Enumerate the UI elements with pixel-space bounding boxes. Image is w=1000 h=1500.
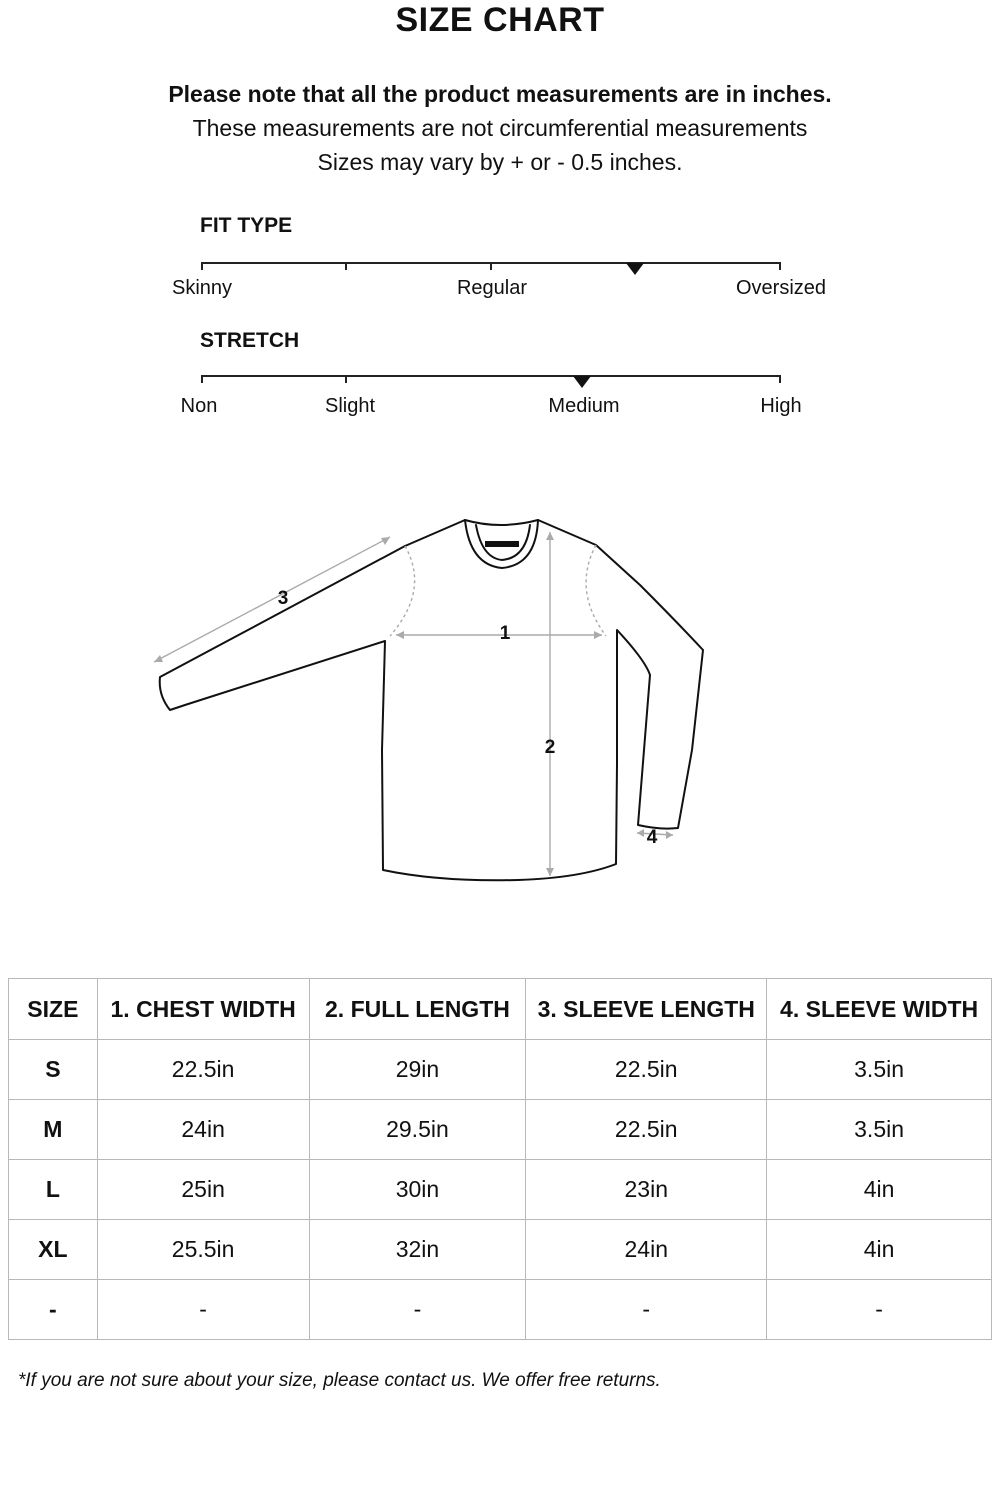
table-header-row bbox=[9, 979, 992, 1040]
sleeve-length-cell: 23in bbox=[526, 1160, 767, 1220]
full-length-cell: 29in bbox=[309, 1040, 526, 1100]
measurement-note-2: These measurements are not circumferential measurements bbox=[192, 115, 808, 141]
sleeve-width-cell: 4in bbox=[767, 1220, 992, 1280]
chest-width-cell: 25in bbox=[97, 1160, 309, 1220]
sleeve-width-cell: - bbox=[767, 1280, 992, 1340]
size-cell: - bbox=[9, 1280, 98, 1340]
table-row bbox=[9, 1160, 992, 1220]
table-row bbox=[9, 1280, 992, 1340]
stretch-scale bbox=[201, 375, 781, 385]
full-length-cell: 30in bbox=[309, 1160, 526, 1220]
sleeve-length-cell: - bbox=[526, 1280, 767, 1340]
fit-type-stop: Oversized bbox=[735, 277, 827, 299]
fit-type-marker bbox=[626, 263, 644, 275]
header-sleeve-length: 3. SLEEVE LENGTH bbox=[526, 979, 767, 1040]
table-row bbox=[9, 1220, 992, 1280]
chest-width-cell: 24in bbox=[97, 1100, 309, 1160]
header-size: SIZE bbox=[9, 979, 98, 1040]
size-cell: L bbox=[9, 1160, 98, 1220]
fit-type-stop: Skinny bbox=[171, 277, 233, 299]
fit-type-scale bbox=[201, 262, 781, 272]
fit-type-label: FIT TYPE bbox=[200, 214, 293, 237]
stretch-stop: Medium bbox=[548, 395, 620, 417]
stretch-stop: Slight bbox=[324, 395, 376, 417]
stretch-stop: High bbox=[760, 395, 802, 417]
stretch-marker bbox=[573, 376, 591, 388]
stretch-label: STRETCH bbox=[200, 329, 300, 352]
measurement-note: Please note that all the product measurements are in inches. bbox=[168, 81, 832, 107]
sleeve-length-cell: 24in bbox=[526, 1220, 767, 1280]
stretch-stop: Non bbox=[180, 395, 218, 417]
chest-width-cell: 22.5in bbox=[97, 1040, 309, 1100]
size-cell: S bbox=[9, 1040, 98, 1100]
full-length-cell: 32in bbox=[309, 1220, 526, 1280]
shirt-diagram bbox=[140, 500, 720, 895]
full-length-cell: - bbox=[309, 1280, 526, 1340]
size-cell: XL bbox=[9, 1220, 98, 1280]
full-length-cell: 29.5in bbox=[309, 1100, 526, 1160]
size-cell: M bbox=[9, 1100, 98, 1160]
fit-type-stop: Regular bbox=[456, 277, 528, 299]
header-sleeve-width: 4. SLEEVE WIDTH bbox=[767, 979, 992, 1040]
footer-note: *If you are not sure about your size, please contact us. We offer free returns. bbox=[18, 1370, 661, 1391]
page-title: SIZE CHART bbox=[395, 1, 605, 39]
sleeve-width-cell: 3.5in bbox=[767, 1100, 992, 1160]
sleeve-width-label: 4 bbox=[646, 827, 658, 848]
sleeve-width-cell: 4in bbox=[767, 1160, 992, 1220]
sleeve-length-cell: 22.5in bbox=[526, 1040, 767, 1100]
table-row bbox=[9, 1100, 992, 1160]
sleeve-width-cell: 3.5in bbox=[767, 1040, 992, 1100]
full-length-label: 2 bbox=[544, 737, 556, 758]
header-full-length: 2. FULL LENGTH bbox=[309, 979, 526, 1040]
table-row bbox=[9, 1040, 992, 1100]
chest-width-cell: - bbox=[97, 1280, 309, 1340]
size-table bbox=[8, 978, 992, 1340]
chest-width-label: 1 bbox=[499, 623, 511, 644]
sleeve-length-label: 3 bbox=[277, 588, 289, 609]
header-chest-width: 1. CHEST WIDTH bbox=[97, 979, 309, 1040]
chest-width-cell: 25.5in bbox=[97, 1220, 309, 1280]
measurement-note-3: Sizes may vary by + or - 0.5 inches. bbox=[317, 149, 683, 175]
sleeve-length-cell: 22.5in bbox=[526, 1100, 767, 1160]
